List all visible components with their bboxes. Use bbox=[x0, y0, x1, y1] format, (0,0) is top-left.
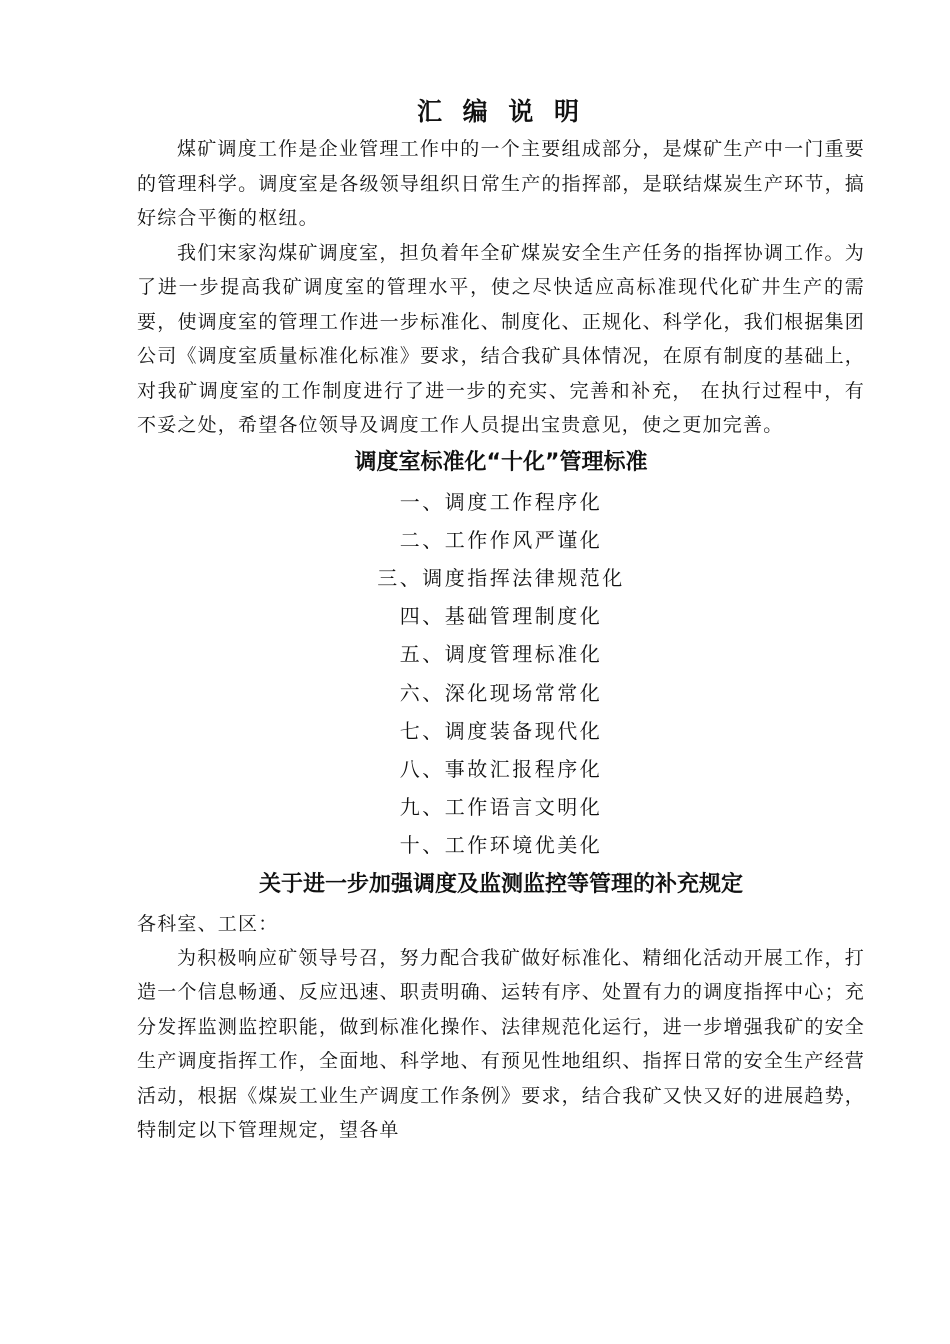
standard-item: 九、工作语言文明化 bbox=[399, 795, 603, 820]
standard-item: 八、事故汇报程序化 bbox=[399, 756, 603, 781]
standard-item: 五、调度管理标准化 bbox=[399, 642, 603, 667]
standards-list bbox=[137, 483, 865, 865]
standard-item: 三、调度指挥法律规范化 bbox=[377, 565, 625, 590]
standard-item: 十、工作环境优美化 bbox=[399, 833, 603, 858]
intro-paragraph-1: 煤矿调度工作是企业管理工作中的一个主要组成部分，是煤矿生产中一门重要的管理科学。调度室是各级领导组织日常生产的指挥部，是联结煤炭生产环节，搞好综合平衡的枢纽。 bbox=[137, 138, 865, 229]
regulation-paragraph: 为积极响应矿领导号召，努力配合我矿做好标准化、精细化活动开展工作，打造一个信息畅通、反应迅速、职责明确、运转有序、处置有力的调度指挥中心；充分发挥监测监控职能，做到标准化操作、法律规范化运行，进一步增强我矿的安全生产调度指挥工作，全面地、科学地、有预见性地组织、指挥日常的安全生产经营活动，根据《煤炭工业生产调度工作条例》要求，结合我矿又快又好的进展趋势，特制定以下管理规定，望各单 bbox=[137, 946, 865, 1142]
standard-item: 一、调度工作程序化 bbox=[399, 489, 603, 514]
document-content bbox=[137, 92, 865, 1148]
standard-item: 七、调度装备现代化 bbox=[399, 718, 603, 743]
standard-item: 二、工作作风严谨化 bbox=[399, 527, 603, 552]
regulation-greeting: 各科室、工区： bbox=[137, 912, 279, 935]
standard-item: 六、深化现场常常化 bbox=[399, 680, 603, 705]
regulation-heading: 关于进一步加强调度及监测监控等管理的补充规定 bbox=[258, 871, 743, 897]
standard-item: 四、基础管理制度化 bbox=[399, 604, 603, 629]
standards-heading: 调度室标准化“十化”管理标准 bbox=[354, 449, 648, 475]
intro-paragraph-2: 我们宋家沟煤矿调度室，担负着年全矿煤炭安全生产任务的指挥协调工作。为了进一步提高我矿调度室的管理水平，使之尽快适应高标准现代化矿井生产的需要，使调度室的管理工作进一步标准化、制度化、正规化、科学化，我们根据集团公司《调度室质量标准化标准》要求，结合我矿具体情况，在原有制度的基础上，对我矿调度室的工作制度进行了进一步的充实、完善和补充， 在执行过程中，有不妥之处，希望各位领导及调度工作人员提出宝贵意见，使之更加完善。 bbox=[137, 241, 865, 436]
page-title: 汇 编 说 明 bbox=[416, 97, 586, 126]
